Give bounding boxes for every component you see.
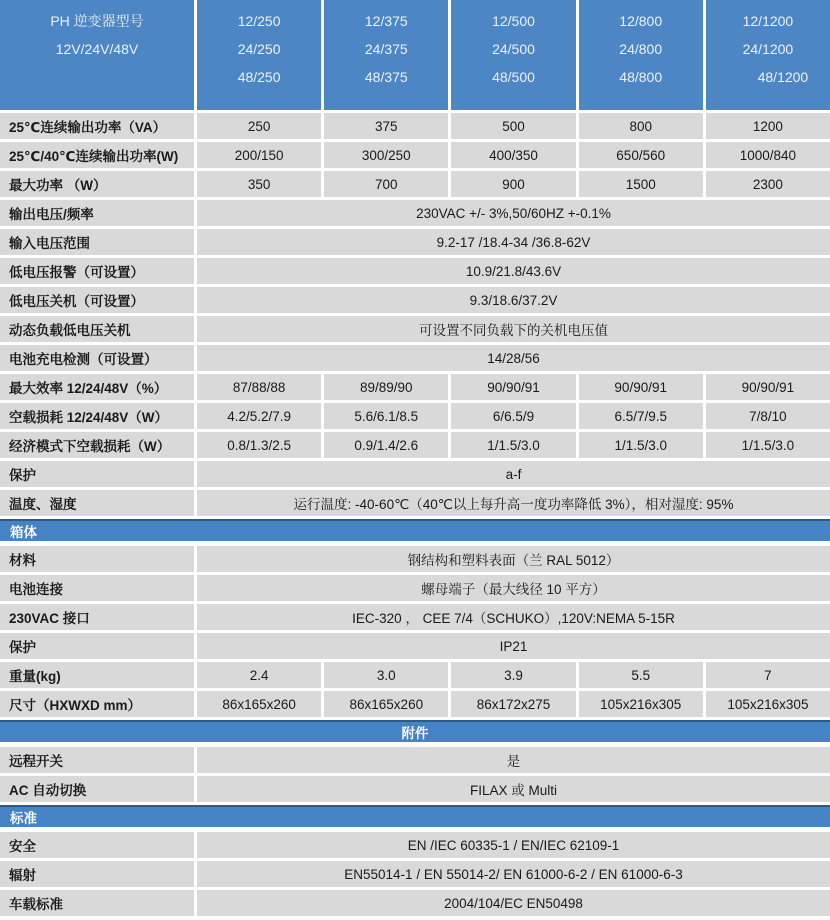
table-row	[0, 258, 830, 284]
value-cell: 1000/840	[706, 142, 830, 168]
section-band: 箱体	[0, 519, 830, 541]
header-model-value: 48/1200	[757, 69, 809, 85]
row-label: 230VAC 接口	[0, 604, 194, 630]
header-model-value: 48/250	[237, 69, 281, 85]
row-label: 重量(kg)	[0, 662, 194, 688]
table-row	[0, 113, 830, 139]
row-label: 经济模式下空载损耗（W）	[0, 432, 194, 458]
row-label: 保护	[0, 461, 194, 487]
header-model-value: 48/375	[364, 69, 408, 85]
row-label: 输入电压范围	[0, 229, 194, 255]
header-model-value: 24/800	[619, 41, 663, 57]
span-value-cell: 9.2-17 /18.4-34 /36.8-62V	[197, 229, 830, 255]
table-header	[0, 0, 830, 110]
value-cell: 4.2/5.2/7.9	[197, 403, 321, 429]
table-row	[0, 403, 830, 429]
value-cell: 0.8/1.3/2.5	[197, 432, 321, 458]
table-row	[0, 142, 830, 168]
table-row	[0, 316, 830, 342]
value-cell: 5.6/6.1/8.5	[324, 403, 448, 429]
table-row	[0, 662, 830, 688]
span-value-cell: IEC-320 ， CEE 7/4（SCHUKO）,120V:NEMA 5-15R	[197, 604, 830, 630]
row-label: 电池充电检测（可设置）	[0, 345, 194, 371]
table-body	[0, 113, 830, 916]
value-cell: 375	[324, 113, 448, 139]
span-value-cell: EN55014-1 / EN 55014-2/ EN 61000-6-2 / EN 61000-6-3	[197, 861, 830, 887]
value-cell: 86x165x260	[324, 691, 448, 717]
header-model-value: 48/500	[492, 69, 535, 85]
table-row	[0, 432, 830, 458]
row-label: 保护	[0, 633, 194, 659]
value-cell: 3.9	[451, 662, 575, 688]
value-cell: 87/88/88	[197, 374, 321, 400]
value-cell: 1200	[706, 113, 830, 139]
value-cell: 2.4	[197, 662, 321, 688]
header-model-value: 12/800	[619, 13, 663, 29]
span-value-cell: 9.3/18.6/37.2V	[197, 287, 830, 313]
value-cell: 6/6.5/9	[451, 403, 575, 429]
row-label: 远程开关	[0, 747, 194, 773]
span-value-cell: 10.9/21.8/43.6V	[197, 258, 830, 284]
row-label: 安全	[0, 832, 194, 858]
span-value-cell: IP21	[197, 633, 830, 659]
value-cell: 2300	[706, 171, 830, 197]
value-cell: 500	[451, 113, 575, 139]
row-label: 最大效率 12/24/48V（%）	[0, 374, 194, 400]
section-band: 标准	[0, 805, 830, 827]
row-label: 空载损耗 12/24/48V（W）	[0, 403, 194, 429]
value-cell: 350	[197, 171, 321, 197]
header-model-cell	[451, 0, 575, 110]
header-model-value: 48/800	[619, 69, 663, 85]
row-label: 动态负载低电压关机	[0, 316, 194, 342]
row-label: 温度、湿度	[0, 490, 194, 516]
value-cell: 90/90/91	[451, 374, 575, 400]
value-cell: 900	[451, 171, 575, 197]
header-product-line: 12V/24V/48V	[55, 41, 139, 57]
row-label: 材料	[0, 546, 194, 572]
value-cell: 250	[197, 113, 321, 139]
value-cell: 300/250	[324, 142, 448, 168]
span-value-cell: 230VAC +/- 3%,50/60HZ +-0.1%	[197, 200, 830, 226]
value-cell: 86x165x260	[197, 691, 321, 717]
value-cell: 650/560	[579, 142, 703, 168]
value-cell: 1/1.5/3.0	[579, 432, 703, 458]
table-row	[0, 776, 830, 802]
table-row	[0, 200, 830, 226]
span-value-cell: 螺母端子（最大线径 10 平方）	[197, 575, 830, 601]
table-row	[0, 287, 830, 313]
table-row	[0, 861, 830, 887]
value-cell: 700	[324, 171, 448, 197]
row-label: 低电压报警（可设置）	[0, 258, 194, 284]
value-cell: 90/90/91	[706, 374, 830, 400]
span-value-cell: 2004/104/EC EN50498	[197, 890, 830, 916]
span-value-cell: 是	[197, 747, 830, 773]
row-label: 尺寸（HXWXD mm）	[0, 691, 194, 717]
table-row	[0, 490, 830, 516]
row-label: 辐射	[0, 861, 194, 887]
table-row	[0, 691, 830, 717]
header-model-value: 24/375	[364, 41, 408, 57]
table-row	[0, 345, 830, 371]
header-product-cell	[0, 0, 194, 110]
row-label: 车载标准	[0, 890, 194, 916]
value-cell: 1500	[579, 171, 703, 197]
value-cell: 5.5	[579, 662, 703, 688]
table-row	[0, 890, 830, 916]
row-label: AC 自动切换	[0, 776, 194, 802]
table-row	[0, 461, 830, 487]
header-model-value: 12/375	[364, 13, 408, 29]
header-model-value: 12/500	[492, 13, 535, 29]
table-row	[0, 575, 830, 601]
header-model-value: 24/250	[237, 41, 281, 57]
table-row	[0, 171, 830, 197]
span-value-cell: 14/28/56	[197, 345, 830, 371]
span-value-cell: 运行温度: -40-60℃（40℃以上每升高一度功率降低 3%），相对湿度: 95%	[197, 490, 830, 516]
value-cell: 3.0	[324, 662, 448, 688]
table-row	[0, 747, 830, 773]
table-row	[0, 604, 830, 630]
value-cell: 89/89/90	[324, 374, 448, 400]
value-cell: 105x216x305	[706, 691, 830, 717]
header-model-cell	[197, 0, 321, 110]
row-label: 最大功率 （W）	[0, 171, 194, 197]
row-label: 输出电压/频率	[0, 200, 194, 226]
header-model-value: 24/1200	[742, 41, 794, 57]
value-cell: 105x216x305	[579, 691, 703, 717]
span-value-cell: EN /IEC 60335-1 / EN/IEC 62109-1	[197, 832, 830, 858]
value-cell: 6.5/7/9.5	[579, 403, 703, 429]
row-label: 25℃连续输出功率（VA）	[0, 113, 194, 139]
table-row	[0, 374, 830, 400]
header-model-value: 12/1200	[742, 13, 794, 29]
value-cell: 1/1.5/3.0	[451, 432, 575, 458]
value-cell: 7	[706, 662, 830, 688]
value-cell: 86x172x275	[451, 691, 575, 717]
span-value-cell: a-f	[197, 461, 830, 487]
value-cell: 400/350	[451, 142, 575, 168]
value-cell: 1/1.5/3.0	[706, 432, 830, 458]
section-band: 附件	[0, 720, 830, 742]
table-row	[0, 546, 830, 572]
table-row	[0, 229, 830, 255]
header-model-value: 12/250	[237, 13, 281, 29]
value-cell: 7/8/10	[706, 403, 830, 429]
value-cell: 0.9/1.4/2.6	[324, 432, 448, 458]
span-value-cell: 可设置不同负载下的关机电压值	[197, 316, 830, 342]
value-cell: 200/150	[197, 142, 321, 168]
value-cell: 800	[579, 113, 703, 139]
header-product-line: PH 逆变器型号	[50, 13, 144, 29]
row-label: 低电压关机（可设置）	[0, 287, 194, 313]
row-label: 电池连接	[0, 575, 194, 601]
table-row	[0, 832, 830, 858]
header-model-cell	[324, 0, 448, 110]
header-model-cell	[706, 0, 830, 110]
header-model-value: 24/500	[492, 41, 535, 57]
table-row	[0, 633, 830, 659]
span-value-cell: FILAX 或 Multi	[197, 776, 830, 802]
header-model-cell	[579, 0, 703, 110]
value-cell: 90/90/91	[579, 374, 703, 400]
span-value-cell: 钢结构和塑料表面（兰 RAL 5012）	[197, 546, 830, 572]
row-label: 25℃/40℃连续输出功率(W)	[0, 142, 194, 168]
